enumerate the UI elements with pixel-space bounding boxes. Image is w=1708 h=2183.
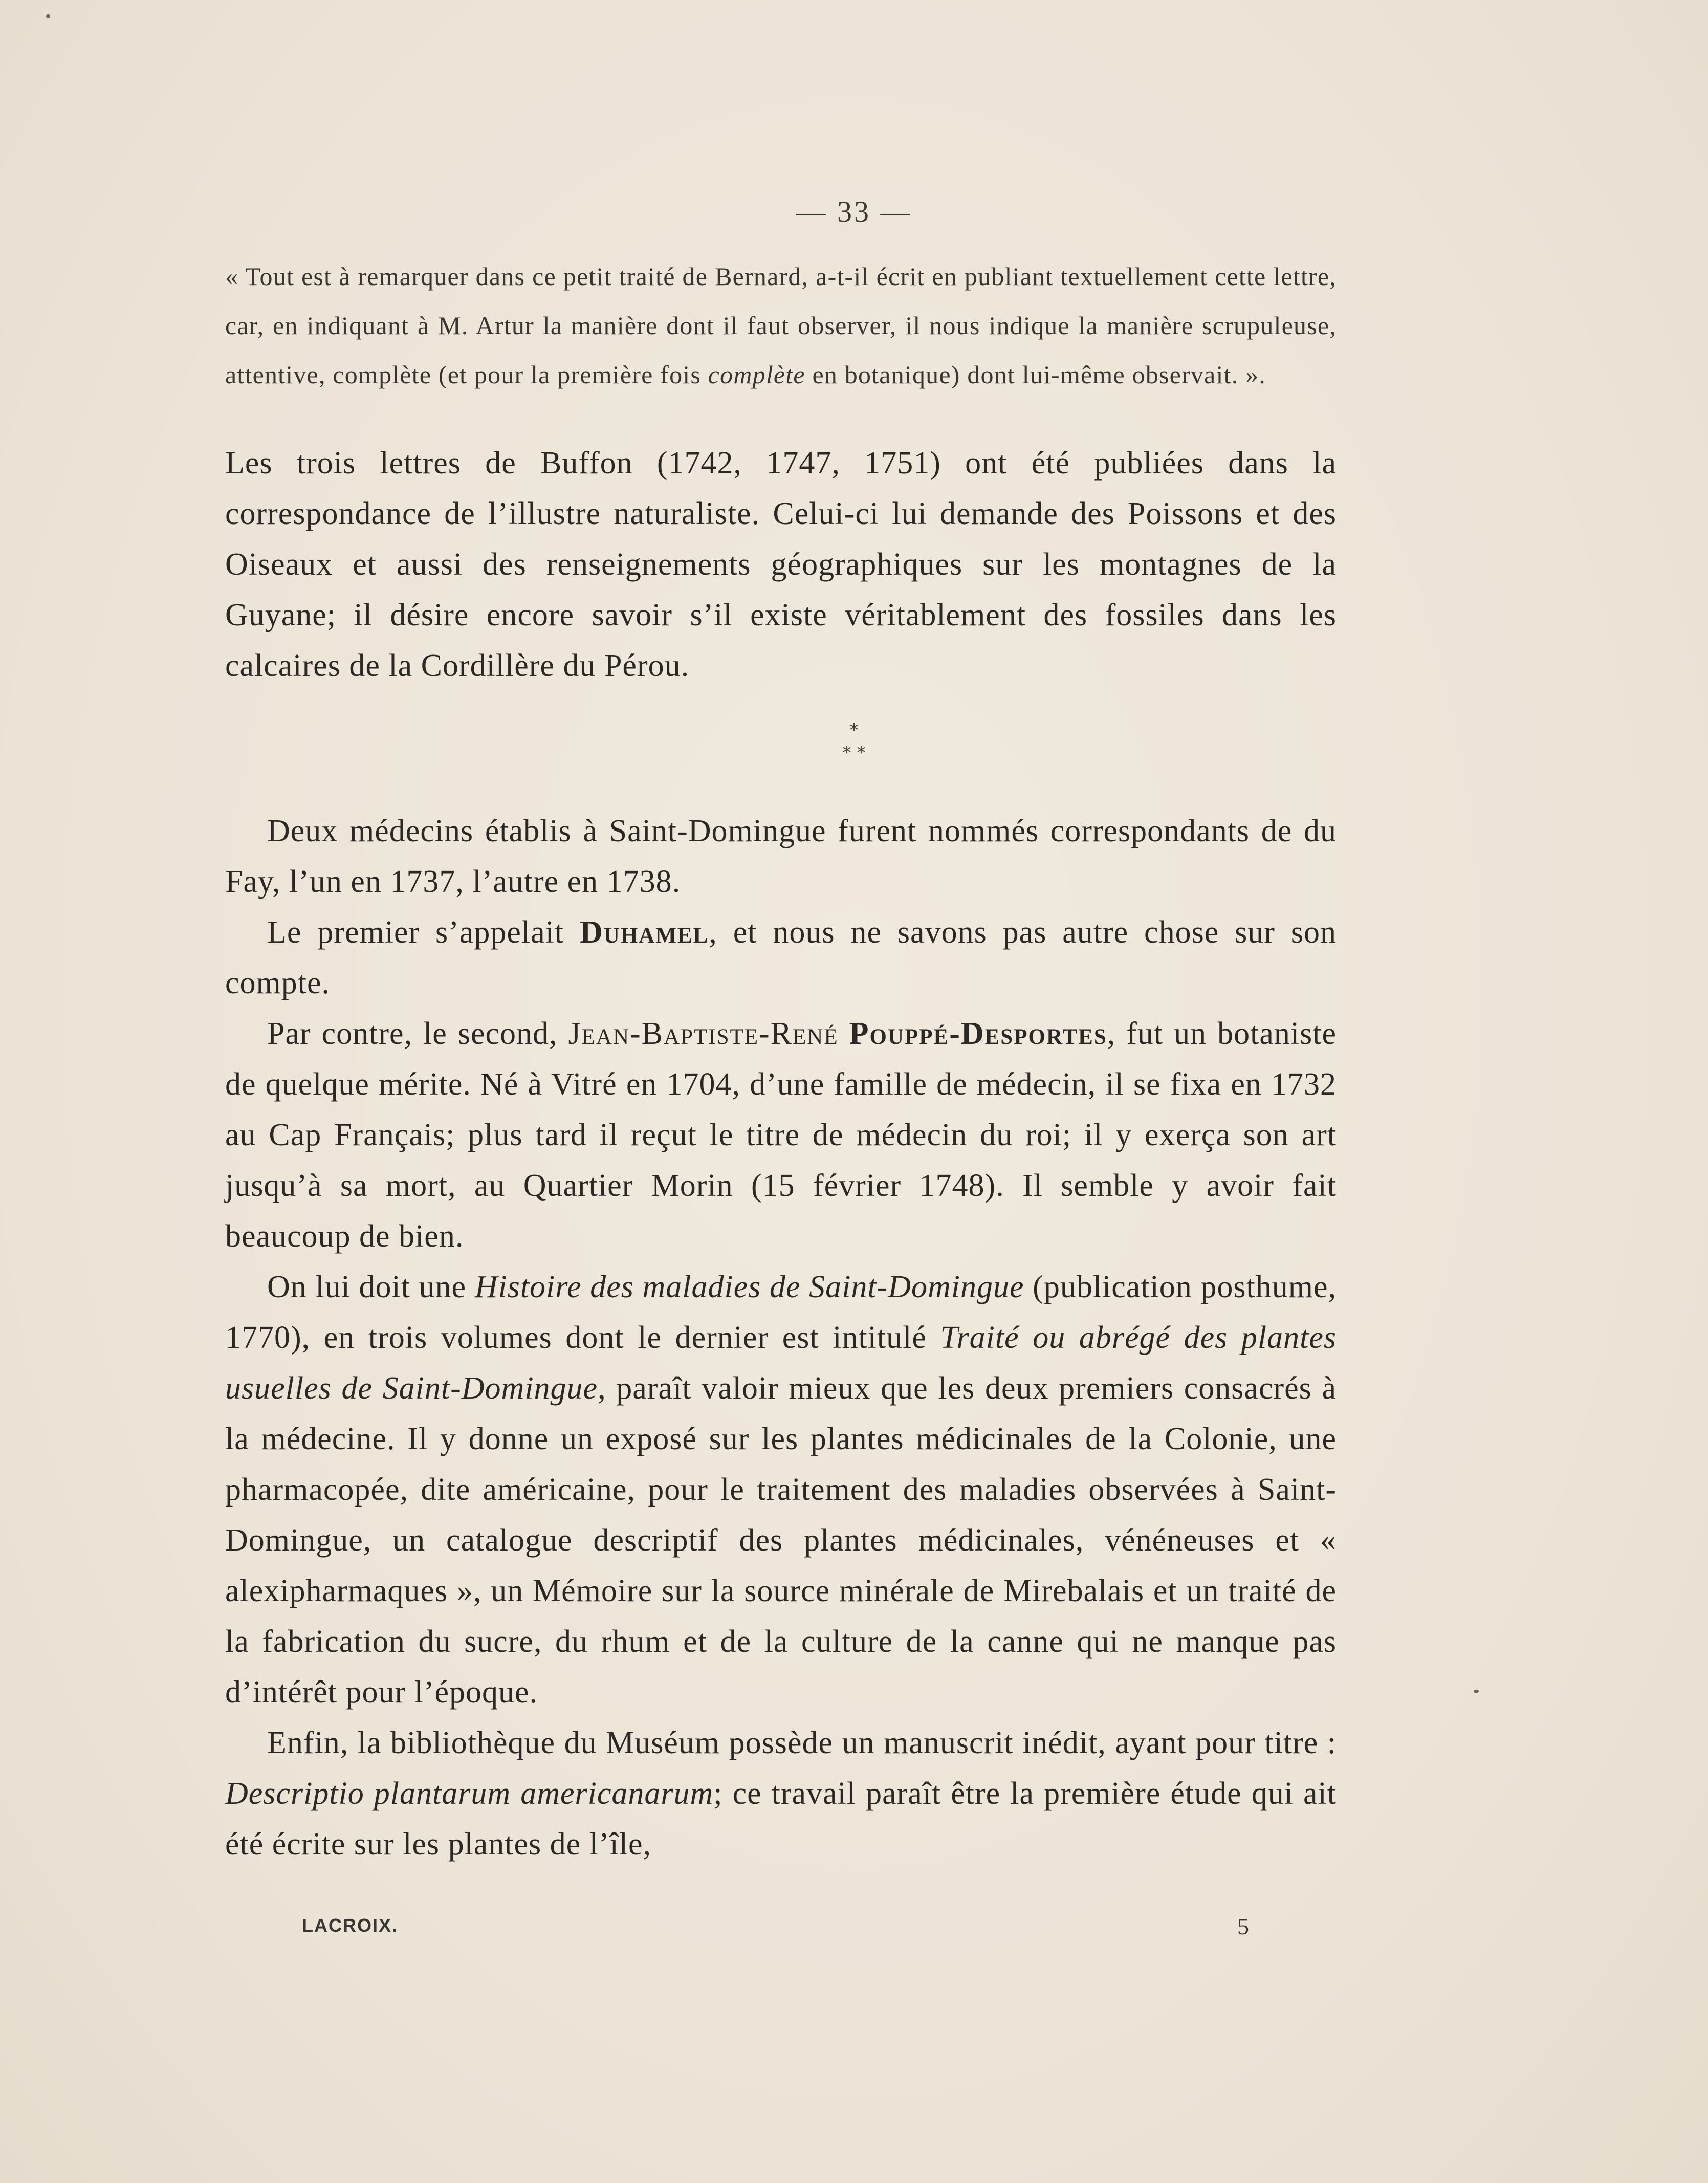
- paragraph-pouppe: [225, 1009, 1337, 1262]
- quotation-text-2: en botanique) dont lui-même observait. ».: [805, 360, 1266, 389]
- histoire-title-1: Histoire des maladies de Saint-Domingue: [474, 1270, 1024, 1304]
- paragraph-buffon: Les trois lettres de Buffon (1742, 1747, 1751) ont été publiées dans la correspondance de l’illustre naturaliste. Celui-ci lui demande des Poissons et des Oiseaux et aussi des renseignements géographiques sur les montagnes de la Guyane; il désire encore savoir s’il existe véritablement des fossiles dans les calcaires de la Cordillère du Pérou.: [225, 446, 1337, 683]
- body-section-medecins: [225, 806, 1337, 1870]
- quotation-block: [225, 252, 1337, 399]
- pouppe-text-after: , fut un botaniste de quelque mérite. Né à Vitré en 1704, d’une famille de médecin, il se fixa en 1732 au Cap Français; plus tard il reçut le titre de médecin du roi; il y exerça son art jusqu’à sa mort, au Quartier Morin (15 février 1748). Il semble y avoir fait beaucoup de bien.: [225, 1016, 1337, 1254]
- paper-speck: [1474, 1690, 1479, 1693]
- asterism-top: *: [849, 720, 859, 740]
- page-number: — 33 —: [796, 195, 912, 228]
- histoire-text-3: , paraît valoir mieux que les deux premiers consacrés à la médecine. Il y donne un exposé sur les plantes médicinales de la Colonie, une pharmacopée, dite américaine, pour le traitement des maladies observées à Saint-Domingue, un catalogue descriptif des plantes médicinales, vénéneuses et « alexipharmaques », un Mémoire sur la source minérale de Mirebalais et un traité de la fabrication du sucre, du rhum et de la culture de la canne qui ne manque pas d’intérêt pour l’époque.: [225, 1371, 1337, 1710]
- histoire-text-1: On lui doit une: [267, 1270, 475, 1304]
- asterism-separator: [0, 719, 1708, 764]
- histoire-title-2: Traité ou abrégé des plantes usuelles de Saint-Domingue: [225, 1320, 1337, 1406]
- pouppe-space: [839, 1016, 849, 1051]
- quotation-italic: complète: [708, 360, 805, 389]
- quotation-text-1: « Tout est à remarquer dans ce petit traité de Bernard, a-t-il écrit en publiant textuellement cette lettre, car, en indiquant à M. Artur la manière dont il faut observer, il nous indique la manière scrupuleuse, attentive, complète (et pour la première fois: [225, 262, 1337, 389]
- duhamel-name: Duhamel: [580, 915, 709, 950]
- duhamel-text-after: , et nous ne savons pas autre chose sur son compte.: [225, 915, 1337, 1000]
- body-section-buffon: [225, 438, 1337, 691]
- paragraph-duhamel: [225, 907, 1337, 1009]
- asterism-bottom: * *: [842, 743, 866, 763]
- signature-mark: LACROIX.: [302, 1915, 399, 1936]
- quotation-paragraph: [225, 252, 1337, 399]
- pouppe-text-before: Par contre, le second,: [267, 1016, 568, 1051]
- histoire-text-2: (publication posthume, 1770), en trois volumes dont le dernier est intitulé: [225, 1270, 1337, 1355]
- duhamel-text-before: Le premier s’appelait: [267, 915, 580, 950]
- pouppe-surname: Pouppé-Desportes: [849, 1016, 1107, 1051]
- paragraph-histoire: [225, 1262, 1337, 1718]
- enfin-title: Descriptio plantarum americanarum: [225, 1776, 714, 1811]
- enfin-text-2: ; ce travail paraît être la première étude qui ait été écrite sur les plantes de l’île,: [225, 1776, 1337, 1862]
- pouppe-first-names: Jean-Baptiste-René: [568, 1016, 839, 1051]
- paragraph-enfin: [225, 1718, 1337, 1870]
- paper-speck: [46, 14, 50, 18]
- signature-number: 5: [1237, 1913, 1249, 1939]
- enfin-text-1: Enfin, la bibliothèque du Muséum possède un manuscrit inédit, ayant pour titre :: [267, 1726, 1337, 1760]
- paragraph-medecins: Deux médecins établis à Saint-Domingue furent nommés correspondants de du Fay, l’un en 1737, l’autre en 1738.: [225, 814, 1337, 899]
